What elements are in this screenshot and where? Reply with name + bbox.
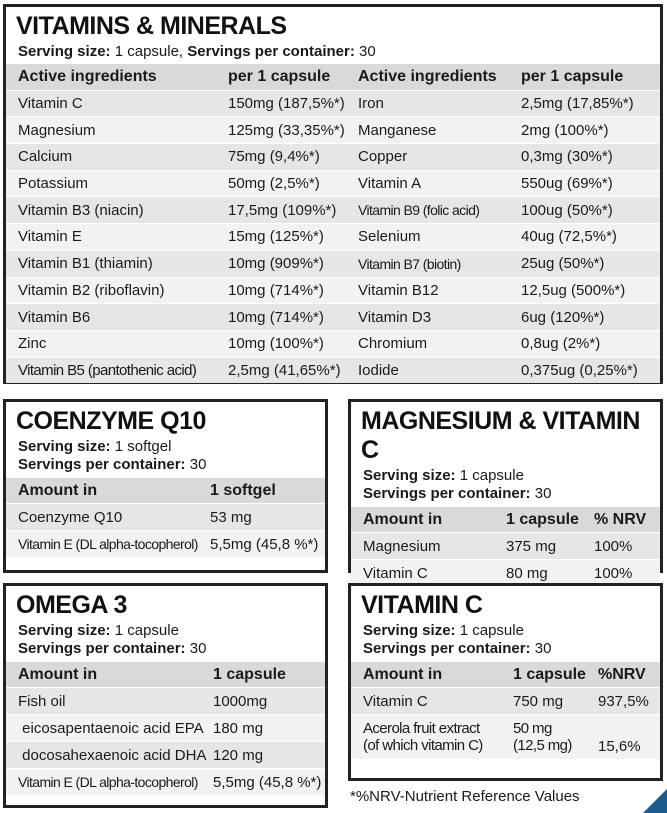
ingredient-amount: 75mg (9,4%*) bbox=[228, 148, 320, 166]
ingredient-amount: 100ug (50%*) bbox=[521, 201, 613, 219]
serving-size-label: Serving size: bbox=[363, 622, 456, 639]
table-row bbox=[6, 90, 660, 117]
column-header: 1 capsule bbox=[513, 665, 586, 683]
column-header: Active ingredients bbox=[18, 67, 157, 85]
serving-size-label: Serving size: bbox=[18, 622, 111, 639]
ingredient-name: Vitamin B6 bbox=[18, 308, 91, 326]
ingredient-name: Manganese bbox=[358, 121, 437, 139]
serving-size-label: Serving size: bbox=[18, 438, 111, 455]
omega-servings-line bbox=[6, 640, 325, 661]
ingredient-amount: 180 mg bbox=[213, 719, 264, 737]
servings-per-container-value: 30 bbox=[534, 485, 552, 502]
servings-per-container-value: 30 bbox=[189, 456, 207, 473]
table-row bbox=[6, 303, 660, 330]
column-header: 1 capsule bbox=[213, 665, 286, 683]
ingredient-name: Vitamin B12 bbox=[358, 281, 439, 299]
vitamins-header-row bbox=[6, 63, 660, 90]
magnesium-vitamin-c-panel bbox=[348, 399, 663, 582]
table-row bbox=[6, 330, 660, 357]
table-row bbox=[6, 143, 660, 170]
servings-per-container-value: 30 bbox=[359, 43, 376, 60]
vitamins-serving-line bbox=[6, 43, 660, 63]
servings-per-container-label: Servings per container: bbox=[363, 485, 531, 502]
column-header: 1 softgel bbox=[210, 481, 276, 499]
ingredient-amount: 53 mg bbox=[210, 508, 252, 526]
table-row bbox=[6, 250, 660, 277]
ingredient-name: Vitamin B9 (folic acid) bbox=[358, 202, 480, 219]
serving-size-value: 1 capsule bbox=[114, 622, 179, 639]
ingredient-amount: 6ug (120%*) bbox=[521, 308, 605, 326]
ingredient-name: Chromium bbox=[358, 335, 428, 353]
ingredient-amount: 15mg (125%*) bbox=[228, 228, 324, 246]
magvitc-serving-line bbox=[351, 467, 660, 485]
magvitc-header-row bbox=[351, 506, 660, 532]
ingredient-name: Iodide bbox=[358, 361, 399, 379]
vitc-serving-line bbox=[351, 622, 660, 640]
table-row bbox=[351, 532, 660, 559]
ingredient-name bbox=[351, 720, 513, 754]
ingredient-amount: 80 mg bbox=[506, 564, 548, 582]
ingredient-amount: 2mg (100%*) bbox=[521, 121, 609, 139]
servings-per-container-label: Servings per container: bbox=[187, 43, 355, 60]
coq10-servings-line bbox=[6, 456, 325, 477]
column-header: Active ingredients bbox=[358, 67, 497, 85]
coq10-header-row bbox=[6, 477, 325, 503]
ingredient-name: Coenzyme Q10 bbox=[18, 508, 123, 526]
ingredient-nrv: 937,5% bbox=[598, 692, 649, 710]
coq10-title: COENZYME Q10 bbox=[16, 407, 206, 435]
table-row bbox=[6, 530, 325, 557]
serving-size-value: 1 softgel bbox=[114, 438, 172, 455]
magvitc-title: MAGNESIUM & VITAMIN C bbox=[361, 407, 640, 464]
table-row bbox=[6, 357, 660, 384]
ingredient-name: Selenium bbox=[358, 228, 421, 246]
servings-per-container-label: Servings per container: bbox=[363, 640, 531, 657]
table-row bbox=[6, 503, 325, 530]
ingredient-nrv: 15,6% bbox=[598, 738, 641, 755]
table-row bbox=[351, 714, 660, 759]
serving-size-value: 1 capsule, bbox=[114, 43, 184, 60]
omega-header-row bbox=[6, 661, 325, 687]
table-row bbox=[351, 687, 660, 714]
ingredient-name: Vitamin C bbox=[18, 95, 83, 113]
table-row bbox=[6, 741, 325, 768]
ingredient-amount-line: (12,5 mg) bbox=[513, 737, 572, 754]
vitc-title: VITAMIN C bbox=[361, 591, 483, 619]
ingredient-name: Vitamin E (DL alpha-tocopherol) bbox=[18, 536, 198, 552]
column-header: Amount in bbox=[363, 510, 443, 528]
ingredient-name: docosahexaenoic acid DHA bbox=[18, 746, 207, 764]
table-row bbox=[6, 170, 660, 197]
ingredient-amount: 17,5mg (109%*) bbox=[228, 201, 337, 219]
table-row bbox=[6, 196, 660, 223]
column-header: % NRV bbox=[594, 510, 647, 528]
ingredient-name: Vitamin E (DL alpha-tocopherol) bbox=[18, 774, 198, 790]
vitc-header-row bbox=[351, 661, 660, 687]
table-row bbox=[6, 687, 325, 714]
ingredient-amount: 120 mg bbox=[213, 746, 264, 764]
table-row bbox=[6, 768, 325, 795]
ingredient-amount: 5,5mg (45,8 %*) bbox=[210, 535, 319, 553]
omega-3-panel bbox=[3, 583, 328, 808]
ingredient-name: Potassium bbox=[18, 175, 89, 193]
ingredient-amount: 5,5mg (45,8 %*) bbox=[213, 773, 321, 791]
ingredient-name: Zinc bbox=[18, 335, 47, 353]
ingredient-nrv: 100% bbox=[594, 564, 633, 582]
ingredient-name-line: (of which vitamin C) bbox=[363, 737, 483, 754]
ingredient-name: Vitamin D3 bbox=[358, 308, 432, 326]
ingredient-name: Vitamin B1 (thiamin) bbox=[18, 255, 153, 273]
vitamins-title: VITAMINS & MINERALS bbox=[16, 12, 287, 40]
ingredient-amount: 10mg (909%*) bbox=[228, 255, 324, 273]
column-header: Amount in bbox=[363, 665, 443, 683]
ingredient-amount: 10mg (100%*) bbox=[228, 335, 324, 353]
omega-serving-line bbox=[6, 622, 325, 640]
magvitc-servings-line bbox=[351, 485, 660, 506]
ingredient-name: eicosapentaenoic acid EPA bbox=[18, 719, 204, 737]
servings-per-container-value: 30 bbox=[189, 640, 207, 657]
ingredient-name: Vitamin C bbox=[363, 564, 428, 582]
omega-title: OMEGA 3 bbox=[16, 591, 127, 619]
ingredient-nrv: 100% bbox=[594, 537, 633, 555]
table-row bbox=[351, 559, 660, 586]
ingredient-amount: 750 mg bbox=[513, 692, 564, 710]
ingredient-name: Fish oil bbox=[18, 692, 66, 710]
ingredient-amount: 375 mg bbox=[506, 537, 557, 555]
column-header: %NRV bbox=[598, 665, 646, 683]
serving-size-label: Serving size: bbox=[18, 43, 111, 60]
column-header: 1 capsule bbox=[506, 510, 579, 528]
ingredient-name: Iron bbox=[358, 95, 384, 113]
ingredient-amount-line: 50 mg bbox=[513, 720, 552, 737]
ingredient-amount: 0,8ug (2%*) bbox=[521, 335, 601, 353]
ingredient-name: Copper bbox=[358, 148, 408, 166]
ingredient-amount: 2,5mg (41,65%*) bbox=[228, 361, 341, 379]
column-header: per 1 capsule bbox=[521, 67, 624, 85]
coenzyme-q10-panel bbox=[3, 399, 328, 573]
ingredient-amount: 10mg (714%*) bbox=[228, 281, 324, 299]
ingredient-name-line: Acerola fruit extract bbox=[363, 720, 480, 737]
ingredient-name: Vitamin B3 (niacin) bbox=[18, 201, 144, 219]
ingredient-name: Vitamin E bbox=[18, 228, 82, 246]
ingredient-amount: 0,375ug (0,25%*) bbox=[521, 361, 638, 379]
ingredient-name: Vitamin B2 (riboflavin) bbox=[18, 281, 165, 299]
serving-size-label: Serving size: bbox=[363, 467, 456, 484]
serving-size-value: 1 capsule bbox=[459, 622, 524, 639]
vitamins-table-body bbox=[6, 90, 660, 384]
servings-per-container-label: Servings per container: bbox=[18, 640, 186, 657]
ingredient-amount: 1000mg bbox=[213, 692, 268, 710]
ingredient-amount: 10mg (714%*) bbox=[228, 308, 324, 326]
footnote: *%NRV-Nutrient Reference Values bbox=[350, 788, 580, 805]
ingredient-amount: 50mg (2,5%*) bbox=[228, 175, 320, 193]
corner-accent bbox=[643, 789, 667, 813]
vitamin-c-panel bbox=[348, 583, 663, 781]
ingredient-amount bbox=[513, 720, 598, 754]
table-row bbox=[6, 277, 660, 304]
serving-size-value: 1 capsule bbox=[459, 467, 524, 484]
ingredient-amount: 0,3mg (30%*) bbox=[521, 148, 613, 166]
ingredient-amount: 550ug (69%*) bbox=[521, 175, 613, 193]
ingredient-name: Calcium bbox=[18, 148, 73, 166]
ingredient-name: Vitamin B5 (pantothenic acid) bbox=[18, 361, 197, 379]
ingredient-amount: 12,5ug (500%*) bbox=[521, 281, 626, 299]
ingredient-name: Vitamin C bbox=[363, 692, 428, 710]
ingredient-name: Vitamin B7 (biotin) bbox=[358, 255, 461, 272]
column-header: per 1 capsule bbox=[228, 67, 331, 85]
vitc-servings-line bbox=[351, 640, 660, 661]
ingredient-name: Magnesium bbox=[363, 537, 441, 555]
table-row bbox=[6, 116, 660, 143]
column-header: Amount in bbox=[18, 665, 98, 683]
servings-per-container-value: 30 bbox=[534, 640, 552, 657]
ingredient-amount: 125mg (33,35%*) bbox=[228, 121, 345, 139]
ingredient-amount: 40ug (72,5%*) bbox=[521, 228, 617, 246]
ingredient-name: Vitamin A bbox=[358, 175, 422, 193]
column-header: Amount in bbox=[18, 481, 98, 499]
servings-per-container-label: Servings per container: bbox=[18, 456, 186, 473]
ingredient-name: Magnesium bbox=[18, 121, 96, 139]
ingredient-amount: 2,5mg (17,85%*) bbox=[521, 95, 634, 113]
coq10-serving-line bbox=[6, 438, 325, 456]
ingredient-amount: 25ug (50%*) bbox=[521, 255, 605, 273]
table-row bbox=[6, 223, 660, 250]
table-row bbox=[6, 714, 325, 741]
ingredient-amount: 150mg (187,5%*) bbox=[228, 95, 345, 113]
vitamins-minerals-panel bbox=[3, 4, 663, 384]
